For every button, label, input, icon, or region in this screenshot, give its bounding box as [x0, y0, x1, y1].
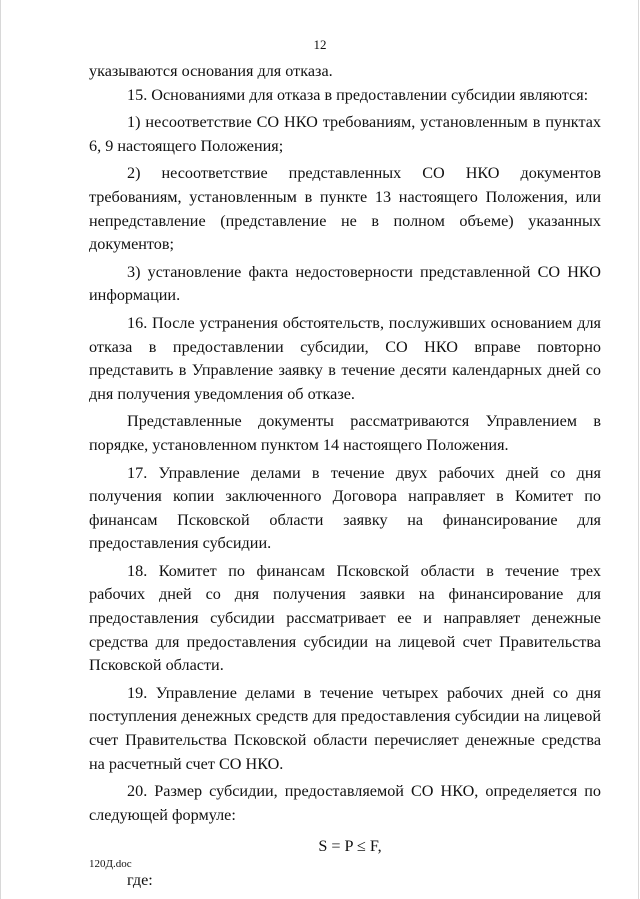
footer-filename: 120Д.doc [89, 858, 132, 870]
list-item-1: 1) несоответствие СО НКО требованиям, установленным в пунктах 6, 9 настоящего Положения; [89, 113, 601, 155]
scan-edge-right [638, 0, 639, 899]
paragraph-17: 17. Управление делами в течение двух рабочих дней со дня получения копии заключенного Договора направляет в Комитет по финансам Псковской области заявку на финансирование для предоставления субсидии. [89, 463, 601, 553]
page-number: 12 [313, 37, 327, 52]
formula: S = P ≤ F, [318, 837, 382, 856]
paragraph-continuation: указываются основания для отказа. [89, 62, 333, 80]
where-label: где: [127, 871, 153, 889]
list-item-3: 3) установление факта недостоверности представленной СО НКО информации. [89, 262, 601, 305]
paragraph-18: 18. Комитет по финансам Псковской области в течение трех рабочих дней со дня получения заявки на финансирование для предоставления субсидии рассматривает ее и направляет денежные средства для предоставления субсидии на лицевой счет Правительства Псковской области. [89, 561, 601, 675]
document-body [89, 60, 601, 893]
paragraph-20: 20. Размер субсидии, предоставляемой СО НКО, определяется по следующей формуле: [89, 782, 601, 824]
scan-edge-left [0, 0, 1, 899]
paragraph-15: 15. Основаниями для отказа в предоставлении субсидии являются: [127, 85, 589, 104]
paragraph-19: 19. Управление делами в течение четырех рабочих дней со дня поступления денежных средств для предоставления субсидии на лицевой счет Правительства Псковской области перечисляет денежные средства на расчетный счет СО НКО. [89, 683, 601, 773]
paragraph-16: 16. После устранения обстоятельств, послуживших основанием для отказа в предоставлении субсидии, СО НКО вправе повторно представить в Управление заявку в течение десяти календарных дней со дня получения уведомления об отказе. [89, 313, 601, 403]
paragraph-16-continued: Представленные документы рассматриваются Управлением в порядке, установленном пунктом 14 настоящего Положения. [89, 412, 601, 454]
list-item-2: 2) несоответствие представленных СО НКО документов требованиям, установленным в пункте 13 настоящего Положения, или непредставление (представление не в полном объеме) указанных документов; [89, 164, 601, 254]
